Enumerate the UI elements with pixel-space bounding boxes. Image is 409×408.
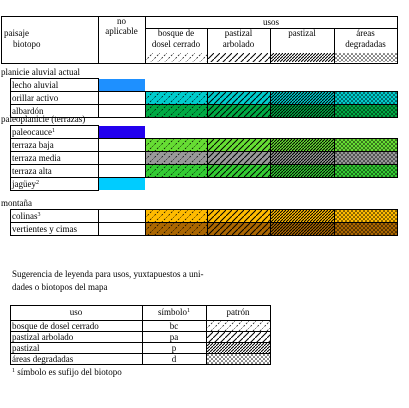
- row-line: [10, 125, 11, 138]
- header-use-forest: bosque de: [157, 28, 195, 38]
- header-uses: usos: [262, 17, 279, 27]
- row-line: [98, 164, 99, 177]
- use-swatch-wooded-grassland: [208, 105, 270, 117]
- row-line: [10, 151, 11, 164]
- row-line: [10, 222, 11, 235]
- header-pattern-grassland: [271, 53, 334, 62]
- use-swatch-wooded-grassland: [208, 210, 270, 222]
- use-swatch-degraded: [335, 139, 397, 151]
- header-use-wooded-grassland: pastizal: [224, 28, 253, 38]
- legend-pattern-wooded-grassland: [207, 332, 270, 342]
- row-line: [10, 164, 11, 177]
- row-line: [10, 138, 11, 151]
- row-line: [10, 177, 99, 178]
- row-line: [10, 125, 99, 126]
- header-na-line2: aplicable: [105, 26, 138, 36]
- legend-header-symbol: símbolo$^1$: [157, 307, 190, 317]
- suggestion-line: dades o biotopos del mapa: [12, 282, 108, 292]
- row-line: [397, 222, 398, 235]
- use-swatch-forest: [146, 223, 207, 235]
- footnote-mark: 1: [12, 368, 15, 374]
- biotope-label: terraza alta: [12, 166, 52, 176]
- header-pattern-degraded: [335, 53, 397, 62]
- header-use-degraded: áreas: [356, 28, 375, 38]
- use-swatch-degraded: [335, 152, 397, 164]
- use-swatch-forest: [146, 92, 207, 104]
- row-line: [10, 209, 11, 222]
- biotope-label: orillar activo: [12, 93, 59, 103]
- section-title: montaña: [1, 198, 32, 208]
- use-swatch-grassland: [271, 139, 334, 151]
- legend-col-line: [142, 305, 143, 364]
- legend-pattern-grassland: [207, 343, 270, 353]
- row-line: [10, 78, 11, 91]
- use-swatch-degraded: [335, 210, 397, 222]
- use-swatch-wooded-grassland: [208, 223, 270, 235]
- use-swatch-forest: [146, 165, 207, 177]
- legend-symbol: bc: [169, 321, 179, 331]
- legend-use: áreas degradadas: [12, 354, 74, 364]
- section-title: paleoplanicie (terrazas): [1, 114, 86, 124]
- header-use-grassland: pastizal: [288, 28, 316, 38]
- use-swatch-forest: [146, 105, 207, 117]
- biotope-label: albardón: [12, 106, 44, 116]
- row-line: [10, 235, 398, 236]
- header-col-line: [397, 16, 398, 63]
- row-line: [98, 104, 99, 117]
- row-line: [397, 104, 398, 117]
- header-landscape-line1: paisaje: [4, 28, 29, 38]
- legend-footnote: [12, 368, 122, 377]
- row-line: [98, 209, 99, 222]
- legend-col-line: [270, 305, 271, 364]
- na-swatch: [99, 126, 145, 138]
- row-line: [397, 91, 398, 104]
- row-line: [10, 190, 99, 191]
- header-pattern-forest: [146, 53, 207, 62]
- use-swatch-grassland: [271, 223, 334, 235]
- biotope-label: jagüey$^2$: [12, 179, 39, 189]
- use-swatch-grassland: [271, 152, 334, 164]
- use-swatch-grassland: [271, 210, 334, 222]
- na-swatch: [99, 178, 145, 190]
- biotope-label: terraza media: [12, 153, 61, 163]
- biotope-label: lecho aluvial: [12, 80, 59, 90]
- na-swatch: [99, 79, 145, 91]
- use-swatch-forest: [146, 139, 207, 151]
- header-use-forest: dosel cerrado: [151, 39, 201, 49]
- use-swatch-grassland: [271, 105, 334, 117]
- legend-row-line: [10, 364, 271, 365]
- footnote-mark: 3: [37, 212, 41, 218]
- use-swatch-degraded: [335, 105, 397, 117]
- legend-symbol: d: [171, 354, 177, 364]
- row-line: [397, 209, 398, 222]
- footnote-text: símbolo es sufijo del biotopo: [15, 367, 122, 377]
- use-swatch-forest: [146, 210, 207, 222]
- use-swatch-degraded: [335, 223, 397, 235]
- footnote-mark: 1: [187, 308, 190, 314]
- row-line: [397, 164, 398, 177]
- header-use-wooded-grassland: arbolado: [222, 39, 255, 49]
- biotope-label: paleocauce$^1$: [12, 127, 55, 137]
- use-swatch-degraded: [335, 165, 397, 177]
- use-swatch-wooded-grassland: [208, 92, 270, 104]
- row-line: [98, 138, 99, 151]
- row-line: [10, 78, 99, 79]
- use-swatch-wooded-grassland: [208, 165, 270, 177]
- header-top-line: [1, 16, 398, 17]
- biotope-label: vertientes y cimas: [12, 224, 77, 234]
- use-swatch-wooded-grassland: [208, 139, 270, 151]
- legend-col-line: [206, 305, 207, 364]
- row-line: [397, 138, 398, 151]
- use-swatch-degraded: [335, 92, 397, 104]
- use-swatch-wooded-grassland: [208, 152, 270, 164]
- row-line: [98, 222, 99, 235]
- use-swatch-forest: [146, 152, 207, 164]
- header-bottom-line: [1, 63, 398, 64]
- header-use-degraded: degradadas: [345, 39, 386, 49]
- row-line: [10, 91, 11, 104]
- legend-use: pastizal arbolado: [12, 332, 74, 342]
- section-title: planicie aluvial actual: [1, 67, 80, 77]
- row-line: [98, 91, 99, 104]
- header-na-line1: no: [117, 16, 126, 26]
- legend-use: pastizal: [12, 343, 40, 353]
- row-line: [10, 177, 11, 190]
- header-landscape-line2: biotopo: [13, 39, 41, 49]
- legend-pattern-forest: [207, 321, 270, 331]
- legend-use: bosque de dosel cerrado: [12, 321, 99, 331]
- header-col-line: [1, 16, 2, 63]
- use-swatch-grassland: [271, 165, 334, 177]
- footnote-mark: 1: [51, 128, 55, 134]
- legend-top-line: [10, 305, 271, 306]
- row-line: [98, 151, 99, 164]
- biotope-label: colinas$^3$: [12, 211, 41, 221]
- use-swatch-grassland: [271, 92, 334, 104]
- legend-symbol: p: [171, 343, 177, 353]
- suggestion-line: Sugerencia de leyenda para usos, yuxtapuestos a uni-: [12, 269, 204, 279]
- legend-header-pattern: patrón: [226, 307, 250, 317]
- footnote-mark: 2: [36, 180, 39, 186]
- legend-pattern-degraded: [207, 354, 270, 364]
- legend-col-line: [10, 305, 11, 364]
- row-line: [397, 151, 398, 164]
- header-pattern-wooded-grassland: [208, 53, 270, 62]
- legend-header-use: uso: [69, 307, 83, 317]
- biotope-label: terraza baja: [12, 140, 54, 150]
- legend-symbol: pa: [169, 332, 179, 342]
